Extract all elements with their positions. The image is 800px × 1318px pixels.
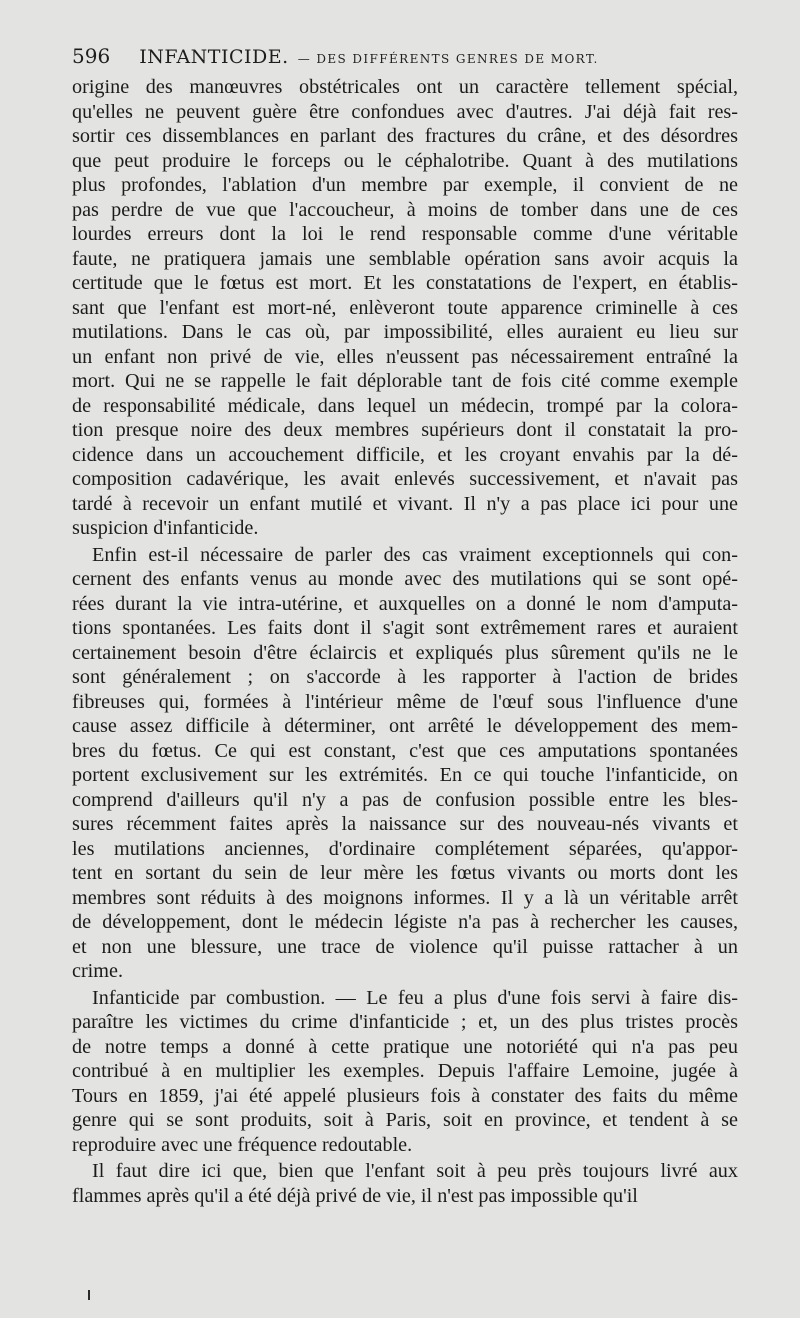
text-line: que peut produire le forceps ou le céphalotribe. Quant à des mutilations — [72, 149, 738, 172]
text-line: reproduire avec une fréquence redoutable. — [72, 1133, 413, 1156]
text-line: Il faut dire ici que, bien que l'enfant soit à peu près toujours livré aux — [92, 1160, 738, 1182]
text-line: sortir ces dissemblances en parlant des fractures du crâne, et des désordres — [72, 125, 738, 147]
text-line: bres du fœtus. Ce qui est constant, c'est que ces amputations spontanées — [72, 739, 738, 762]
text-line: de responsabilité médicale, dans lequel un médecin, trompé par la colora- — [72, 394, 738, 417]
text-line: plus profondes, l'ablation d'un membre par exemple, il convient de ne — [72, 174, 738, 196]
text-line: composition cadavérique, les avait enlevés successivement, et n'avait pas — [72, 468, 738, 490]
text-line: sont généralement ; on s'accorde à les rapporter à l'action de brides — [72, 666, 738, 688]
text-line: tent en sortant du sein de leur mère les fœtus vivants ou morts dont les — [72, 862, 738, 884]
text-line: paraître les victimes du crime d'infanticide ; et, un des plus tristes procès — [72, 1011, 738, 1033]
text-line: certitude que le fœtus est mort. Et les constatations de l'expert, en établis- — [72, 272, 738, 294]
text-line: lourdes erreurs dont la loi le rend responsable comme d'une véritable — [72, 223, 738, 245]
ink-mark — [88, 1290, 90, 1300]
paragraph — [72, 543, 738, 984]
text-line: un enfant non privé de vie, elles n'eussent pas nécessairement entraîné la — [72, 345, 738, 368]
text-line: sant que l'enfant est mort-né, enlèveront toute apparence criminelle à ces — [72, 296, 738, 319]
running-title: INFANTICIDE. — [139, 46, 289, 68]
running-subtitle: — DES DIFFÉRENTS GENRES DE MORT. — [297, 52, 599, 66]
text-line: portent exclusivement sur les extrémités. En ce qui touche l'infanticide, on — [72, 764, 738, 786]
text-line: qu'elles ne peuvent guère être confondues avec d'autres. J'ai déjà fait res- — [72, 100, 738, 123]
text-line: mort. Qui ne se rappelle le fait déplorable tant de fois cité comme exemple — [72, 370, 738, 392]
text-line: origine des manœuvres obstétricales ont un caractère tellement spécial, — [72, 76, 738, 98]
text-line: mutilations. Dans le cas où, par impossibilité, elles auraient eu lieu sur — [72, 321, 738, 343]
text-line: tion presque noire des deux membres supérieurs dont il constatait la pro- — [72, 419, 738, 441]
text-line: suspicion d'infanticide. — [72, 517, 259, 539]
text-line: pas perdre de vue que l'accoucheur, à moins de tomber dans une de ces — [72, 198, 738, 221]
paragraph — [72, 986, 738, 1158]
body-text — [72, 75, 738, 1208]
text-line: membres sont réduits à des moignons informes. Il y a là un véritable arrêt — [72, 886, 738, 909]
text-line: tardé à recevoir un enfant mutilé et vivant. Il n'y a pas place ici pour une — [72, 492, 738, 515]
text-line: sures récemment faites après la naissance sur des nouveau-nés vivants et — [72, 813, 738, 835]
text-line: tions spontanées. Les faits dont il s'agit sont extrêmement rares et auraient — [72, 617, 738, 639]
text-line: fibreuses qui, formées à l'intérieur même de l'œuf sous l'influence d'une — [72, 690, 738, 713]
running-header — [72, 44, 738, 68]
text-line: genre qui se sont produits, soit à Paris, soit en province, et tendent à se — [72, 1109, 738, 1131]
text-line: crime. — [72, 960, 124, 982]
text-line: rées durant la vie intra-utérine, et auxquelles on a donné le nom d'amputa- — [72, 592, 738, 615]
text-line: comprend d'ailleurs qu'il n'y a pas de confusion possible entre les bles- — [72, 788, 738, 811]
text-line: contribué à en multiplier les exemples. Depuis l'affaire Lemoine, jugée à — [72, 1060, 738, 1082]
text-line: les mutilations anciennes, d'ordinaire complétement séparées, qu'appor- — [72, 837, 738, 860]
text-line: et non une blessure, une trace de violence qu'il puisse rattacher à un — [72, 935, 738, 958]
paragraph — [72, 1159, 738, 1208]
text-line: de développement, dont le médecin légiste n'a pas à rechercher les causes, — [72, 911, 738, 933]
text-line: faute, ne pratiquera jamais une semblable opération sans avoir acquis la — [72, 247, 738, 270]
text-line: de notre temps a donné à cette pratique une notoriété qui n'a pas peu — [72, 1035, 738, 1058]
page-number: 596 — [72, 44, 111, 68]
text-line: flammes après qu'il a été déjà privé de vie, il n'est pas impossible qu'il — [72, 1184, 638, 1207]
text-line: cidence dans un accouchement difficile, et les croyant envahis par la dé- — [72, 443, 738, 466]
text-line: Infanticide par combustion. — Le feu a plus d'une fois servi à faire dis- — [92, 986, 738, 1009]
paragraph — [72, 75, 738, 541]
text-line: Tours en 1859, j'ai été appelé plusieurs fois à constater des faits du même — [72, 1084, 738, 1107]
text-line: Enfin est-il nécessaire de parler des cas vraiment exceptionnels qui con- — [92, 543, 738, 566]
text-line: cause assez difficile à déterminer, ont arrêté le développement des mem- — [72, 715, 738, 737]
text-line: cernent des enfants venus au monde avec des mutilations qui se sont opé- — [72, 568, 738, 590]
text-line: certainement besoin d'être éclaircis et expliqués plus sûrement qu'ils ne le — [72, 641, 738, 664]
